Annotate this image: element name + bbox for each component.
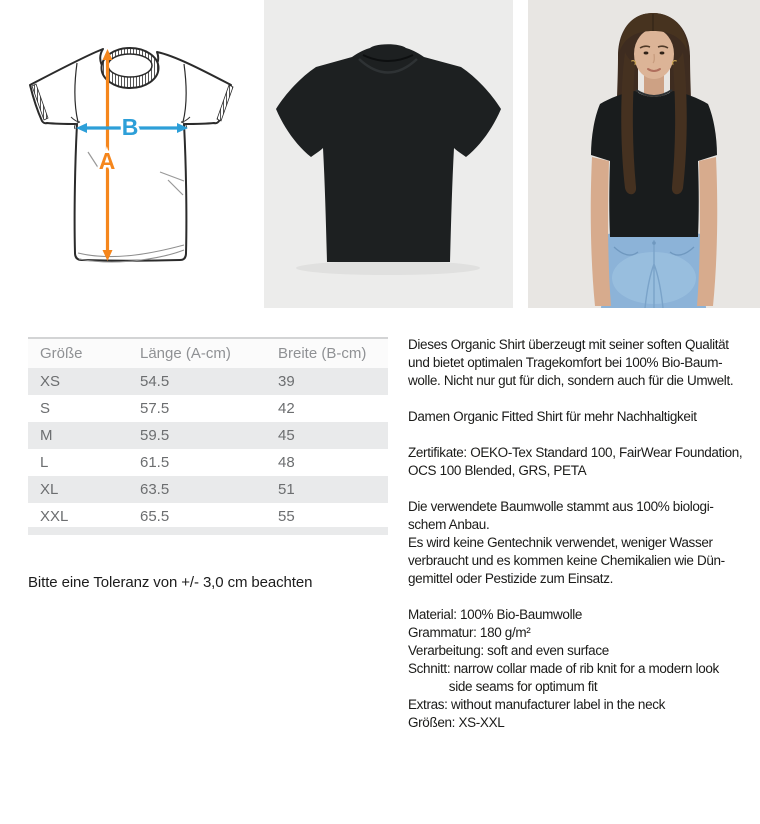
description-line [408,390,760,408]
shirt-shadow [296,261,480,275]
description-line: Dieses Organic Shirt überzeugt mit seiner soften Qualität [408,337,729,352]
description-line: verbraucht und es kommen keine Chemikalien wie Dün- [408,553,725,568]
collar-inner-edge [108,54,152,77]
size-table-row [28,395,388,422]
description-line: Es wird keine Gentechnik verwendet, weniger Wasser [408,535,713,550]
width-column-header: Breite (B-cm) [266,338,388,368]
size-table-row [28,368,388,395]
description-line: Extras: without manufacturer label in the neck [408,697,666,712]
size-table-cell: L [40,454,49,471]
tshirt-measurement-diagram [0,0,263,308]
description-line: Die verwendete Baumwolle stammt aus 100% biologi- [408,499,714,514]
length-label: A [98,148,116,174]
black-tshirt-flat [264,0,513,308]
product-photo-model [528,0,760,308]
size-table-cell: 61.5 [140,454,170,471]
description-line: Verarbeitung: soft and even surface [408,643,609,658]
size-table-cell: 48 [278,454,295,471]
width-label: B [121,114,139,140]
product-photo-flat [264,0,513,308]
description-line [408,480,760,498]
size-table-cell: 65.5 [140,508,170,525]
description-line: OCS 100 Blended, GRS, PETA [408,463,587,478]
description-line: gemittel oder Pestizide zum Einsatz. [408,571,613,586]
description-line: schem Anbau. [408,517,490,532]
description-line: und bietet optimalen Tragekomfort bei 100% Bio-Baum- [408,355,723,370]
size-table-cell: 42 [278,400,295,417]
size-table [28,337,388,530]
flat-shirt-shape [276,44,501,262]
description-line: Grammatur: 180 g/m² [408,625,531,640]
size-table-cell: 39 [278,373,295,390]
size-table-cell: S [40,400,51,417]
description-line [408,426,760,444]
size-table-cell: 54.5 [140,373,170,390]
model-wearing-shirt [528,0,760,308]
description-line: side seams for optimum fit [408,679,598,694]
size-table-cell: 57.5 [140,400,170,417]
size-table-row [28,476,388,503]
jeans-button [652,241,656,245]
size-table-row [28,422,388,449]
description-line: wolle. Nicht nur gut für dich, sondern auch für die Umwelt. [408,373,734,388]
size-table-cell: 63.5 [140,481,170,498]
description-line: Material: 100% Bio-Baumwolle [408,607,583,622]
size-table-header-row [28,338,388,368]
size-table-cell: 59.5 [140,427,170,444]
size-table-cell: XXL [40,508,69,525]
left-eye [644,52,649,55]
size-column-header: Größe [28,338,128,368]
size-table-cell: 55 [278,508,295,525]
description-line: Damen Organic Fitted Shirt für mehr Nachhaltigkeit [408,409,697,424]
size-diagram-image [0,0,263,308]
description-line: Größen: XS-XXL [408,715,505,730]
size-table-cell: XS [40,373,61,390]
size-table-cell: 51 [278,481,295,498]
tolerance-note: Bitte eine Toleranz von +/- 3,0 cm beachten [28,574,313,591]
length-column-header: Länge (A-cm) [128,338,266,368]
product-description [408,336,760,732]
right-arm [697,157,717,306]
description-line [408,588,760,606]
description-line: Zertifikate: OEKO-Tex Standard 100, FairWear Foundation, [408,445,743,460]
left-arm [591,157,611,306]
right-eye [660,52,665,55]
size-table-row [28,503,388,530]
size-table-cell: 45 [278,427,295,444]
size-table-cell: M [40,427,53,444]
size-table-bottom-stripe [28,527,388,535]
size-table-row [28,449,388,476]
description-line: Schnitt: narrow collar made of rib knit for a modern look [408,661,719,676]
size-table-cell: XL [40,481,59,498]
worn-shirt [591,91,717,237]
